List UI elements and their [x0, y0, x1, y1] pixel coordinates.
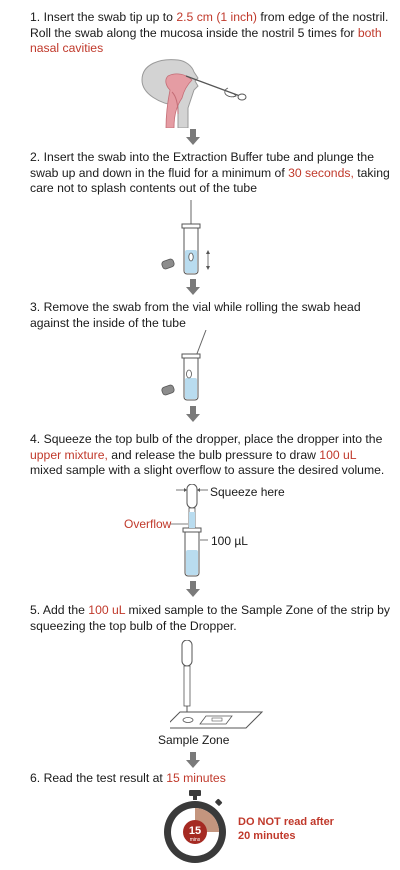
highlighted-text: upper mixture,: [30, 447, 108, 462]
instruction-text: from edge of the nostril. Roll the swab along the mucosa inside the nostril 5 times for: [30, 10, 389, 40]
step-5: [30, 603, 392, 634]
highlighted-text: 15 minutes: [166, 771, 226, 785]
timer-value: 15: [188, 825, 202, 837]
down-arrow-icon: [186, 581, 200, 597]
step-number: 2.: [30, 150, 41, 164]
step-number: 4.: [30, 432, 41, 446]
timer-unit: mins: [189, 837, 201, 843]
sample-zone-label: Sample Zone: [158, 733, 230, 747]
overflow-label: Overflow: [124, 517, 172, 531]
dropper-strip-illustration: [170, 640, 270, 732]
down-arrow-icon: [186, 129, 200, 145]
step-1: [30, 10, 392, 57]
volume-label: 100 µL: [211, 534, 248, 548]
instruction-text: and release the bulb pressure to draw: [107, 447, 320, 462]
step-2: [30, 150, 392, 197]
timer-icon: [160, 790, 230, 864]
step-6: [30, 771, 392, 787]
instruction-text: Read the test result at: [43, 771, 167, 785]
instruction-text: mixed sample to the Sample Zone of the strip by squeezing the top bulb of the Dropper.: [30, 603, 390, 633]
step-number: 1.: [30, 10, 41, 24]
nasal-swab-illustration: [120, 56, 270, 128]
highlighted-text: 2.5 cm (1 inch): [176, 10, 257, 24]
highlighted-text: both nasal cavities: [30, 25, 382, 55]
down-arrow-icon: [186, 406, 200, 422]
down-arrow-icon: [186, 752, 200, 768]
instruction-text: taking care not to splash contents out of the tube: [30, 165, 390, 195]
step-number: 5.: [30, 603, 41, 617]
highlighted-text: 100 uL: [319, 447, 357, 462]
highlighted-text: 30 seconds,: [288, 165, 354, 180]
instruction-text: mixed sample with a slight overflow to assure the desired volume.: [30, 463, 385, 477]
dropper-tube-illustration: [170, 484, 214, 578]
step-number: 6.: [30, 771, 41, 785]
down-arrow-icon: [186, 279, 200, 295]
warning-line-1: DO NOT read after: [238, 816, 334, 828]
squeeze-here-label: Squeeze here: [210, 485, 285, 499]
step-3: [30, 300, 392, 331]
warning-line-2: 20 minutes: [238, 830, 296, 842]
step-4: [30, 432, 392, 479]
extraction-tube-illustration: [160, 200, 220, 276]
remove-swab-illustration: [160, 330, 220, 402]
instruction-text: Insert the swab into the Extraction Buffer tube and plunge the swab up and down in the fluid for a minimum of: [30, 150, 374, 180]
instruction-text: Squeeze the top bulb of the dropper, place the dropper into the: [43, 432, 383, 446]
instruction-text: Remove the swab from the vial while rolling the swab head against the inside of the tube: [30, 300, 361, 330]
highlighted-text: 100 uL: [88, 603, 126, 617]
instruction-text: Insert the swab tip up to: [43, 10, 177, 24]
step-number: 3.: [30, 300, 41, 314]
instruction-text: Add the: [42, 603, 89, 617]
